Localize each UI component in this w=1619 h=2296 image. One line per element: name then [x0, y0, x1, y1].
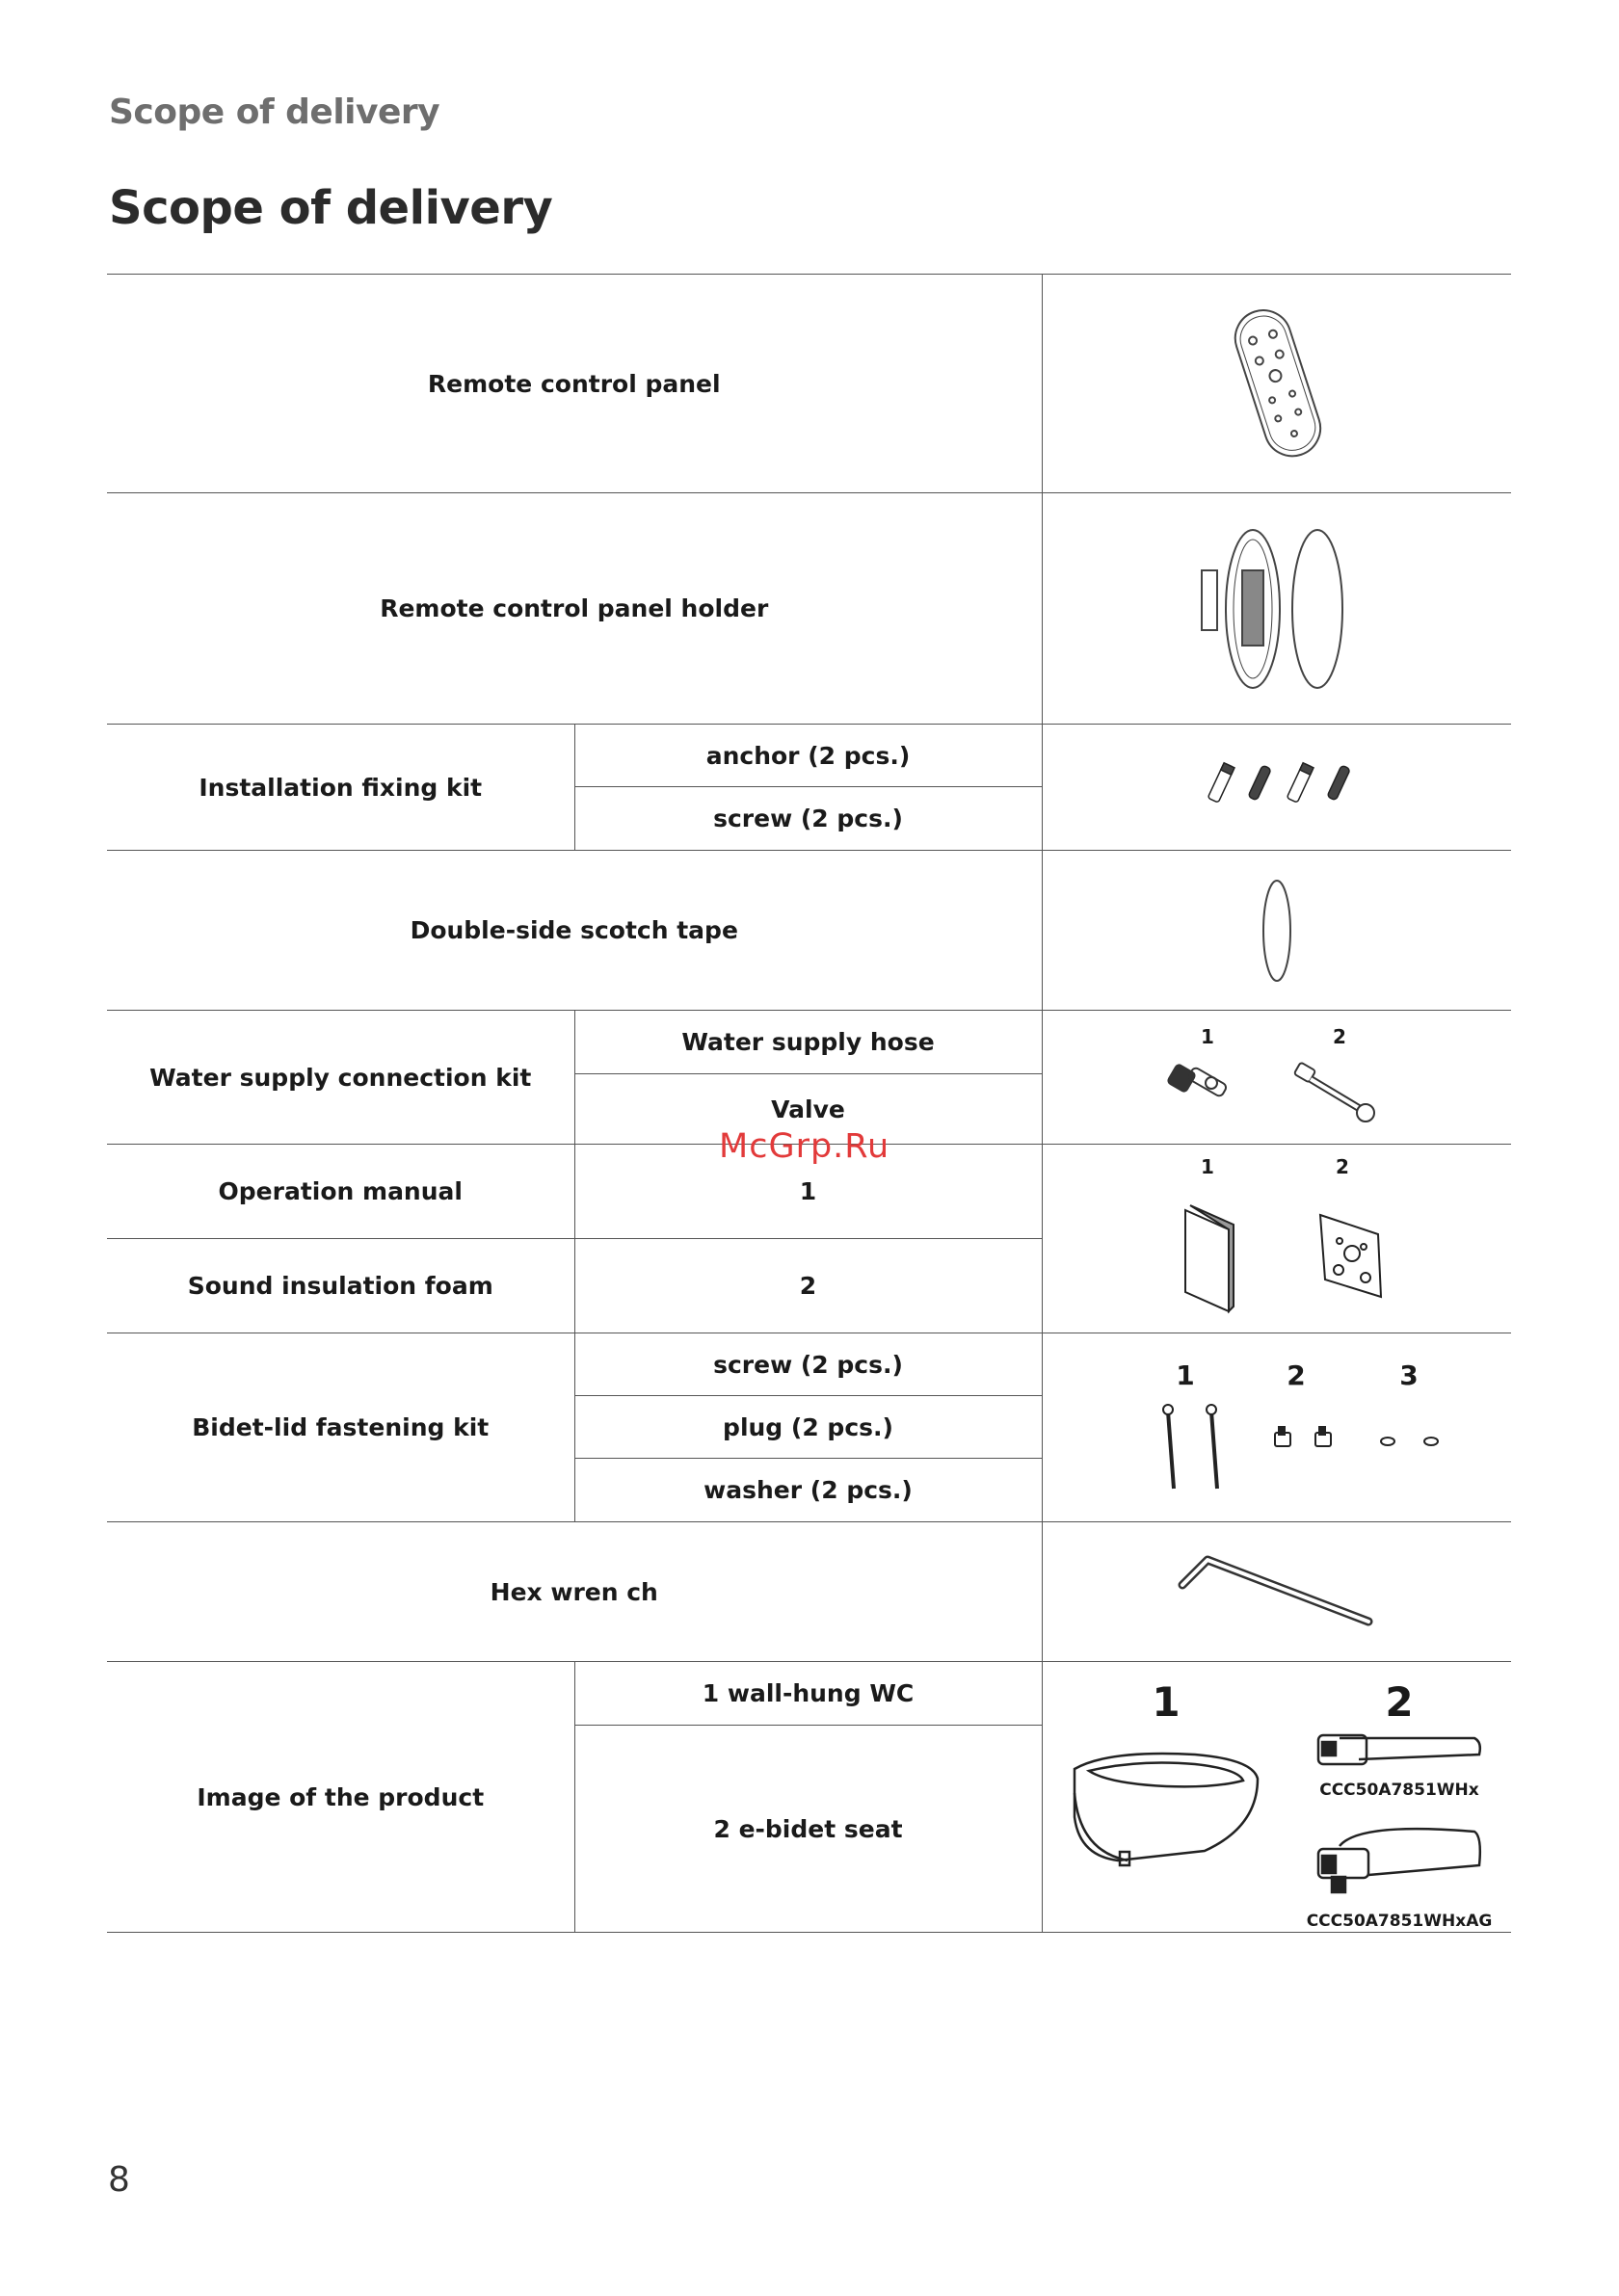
sub-item: plug (2 pcs.) [574, 1396, 1042, 1459]
item-label: Double-side scotch tape [107, 851, 1042, 1011]
image-cell [1042, 493, 1511, 725]
item-label: Image of the product [107, 1662, 574, 1933]
sub-item: washer (2 pcs.) [574, 1459, 1042, 1522]
image-label-3: 3 [1399, 1359, 1419, 1391]
quantity: 1 [574, 1145, 1042, 1239]
image-label-2: 2 [1332, 1025, 1346, 1048]
sub-item: Valve [574, 1074, 1042, 1145]
wall-hung-wc-icon [1075, 1754, 1258, 1865]
sub-item: anchor (2 pcs.) [574, 725, 1042, 787]
page-number: 8 [108, 2160, 130, 2200]
anchors-and-screws-icon [1181, 744, 1373, 831]
holder-icon [1181, 503, 1373, 715]
image-cell [1042, 851, 1511, 1011]
image-label-1: 1 [1176, 1359, 1195, 1391]
model-name-1: CCC50A7851WHx [1318, 1781, 1479, 1800]
manual-and-foam-icon [1132, 1152, 1421, 1326]
product-image [1050, 1663, 1520, 1931]
sub-item: screw (2 pcs.) [574, 1333, 1042, 1396]
bidet-fastening-kit-icon [1113, 1346, 1441, 1510]
row-scotch-tape [107, 851, 1511, 1011]
image-cell [1042, 1522, 1511, 1662]
sub-item: 2 e-bidet seat [574, 1726, 1042, 1933]
row-installation-fixing-kit [107, 725, 1511, 787]
item-label: Operation manual [107, 1145, 574, 1239]
hex-wrench-icon [1161, 1539, 1393, 1645]
washers-icon [1381, 1438, 1438, 1445]
watermark: McGrp.Ru [719, 1127, 890, 1166]
water-supply-kit-icon [1132, 1019, 1421, 1135]
row-remote-control-panel [107, 275, 1511, 493]
e-bidet-seat-icon [1318, 1735, 1480, 1764]
remote-control-icon [1181, 287, 1373, 480]
image-label-1: 1 [1151, 1678, 1181, 1726]
plugs-icon [1275, 1427, 1331, 1446]
e-bidet-seat-ag-icon [1318, 1829, 1480, 1892]
image-label-2: 2 [1335, 1154, 1349, 1178]
item-label: Installation fixing kit [107, 725, 574, 851]
quantity: 2 [574, 1239, 1042, 1333]
item-label: Hex wren ch [107, 1522, 1042, 1662]
row-water-supply-kit [107, 1011, 1511, 1074]
item-label: Water supply connection kit [107, 1011, 574, 1145]
image-cell [1042, 725, 1511, 851]
delivery-table [107, 274, 1511, 1933]
item-label: Bidet-lid fastening kit [107, 1333, 574, 1522]
sub-item: 1 wall-hung WC [574, 1662, 1042, 1726]
image-cell [1042, 1145, 1511, 1333]
long-screws-icon [1163, 1405, 1217, 1489]
model-name-2: CCC50A7851WHxAG [1306, 1912, 1492, 1931]
image-label-1: 1 [1200, 1025, 1214, 1048]
image-cell [1042, 1011, 1511, 1145]
running-header: Scope of delivery [109, 92, 440, 132]
row-product-image [107, 1662, 1511, 1726]
item-label: Sound insulation foam [107, 1239, 574, 1333]
manual-book-icon [1185, 1205, 1234, 1311]
image-cell [1042, 1333, 1511, 1522]
scotch-tape-icon [1219, 868, 1335, 993]
sub-item: screw (2 pcs.) [574, 787, 1042, 851]
item-label: Remote control panel [107, 275, 1042, 493]
sub-item: Water supply hose [574, 1011, 1042, 1074]
insulation-foam-icon [1320, 1215, 1381, 1297]
image-cell [1042, 275, 1511, 493]
hose-icon [1293, 1062, 1373, 1122]
image-label-2: 2 [1384, 1678, 1414, 1726]
image-label-2: 2 [1287, 1359, 1306, 1391]
image-cell [1042, 1662, 1511, 1933]
row-bidet-lid-fastening-kit [107, 1333, 1511, 1396]
row-remote-holder [107, 493, 1511, 725]
item-label: Remote control panel holder [107, 493, 1042, 725]
page-title: Scope of delivery [109, 181, 553, 235]
valve-icon [1167, 1064, 1228, 1097]
image-label-1: 1 [1200, 1154, 1214, 1178]
row-hex-wrench [107, 1522, 1511, 1662]
